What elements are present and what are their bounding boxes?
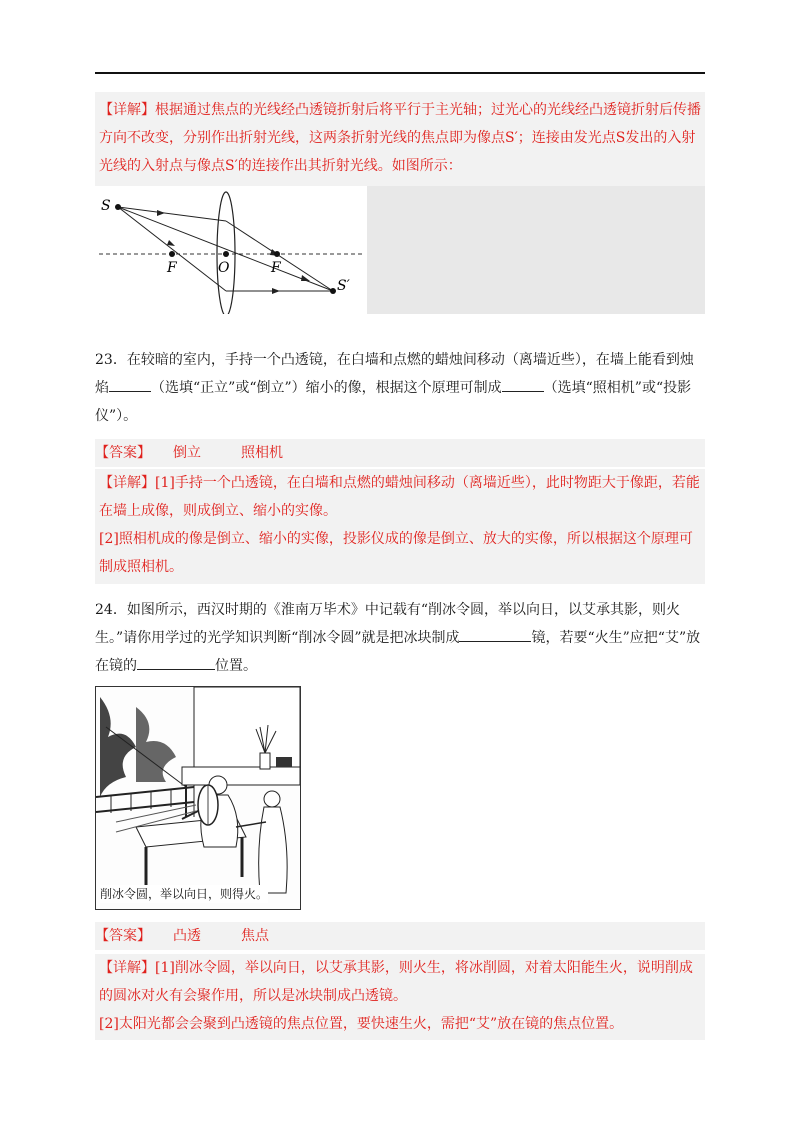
answer-2: 照相机 (241, 445, 283, 461)
point-f-right (274, 251, 280, 257)
detail-text: [2]照相机成的像是倒立、缩小的实像，投影仪成的像是倒立、放大的实像，所以根据这个原理可制成照相机。 (99, 531, 693, 575)
woodcut-illustration (95, 686, 301, 910)
detail-label: 【详解】 (99, 475, 155, 491)
answer-blank (109, 377, 151, 392)
detail-text: [2]太阳光都会会聚到凸透镜的焦点位置，要快速生火，需把“艾”放在镜的焦点位置。 (99, 1016, 624, 1032)
point-o (223, 251, 229, 257)
answer-blank (137, 655, 215, 670)
question-23 (95, 346, 705, 430)
detail-paragraph-2 (95, 525, 705, 581)
detail-text: [1]手持一个凸透镜，在白墙和点燃的蜡烛间移动（离墙近些），此时物距大于像距，若能在墙上成像，则成倒立、缩小的实像。 (99, 475, 700, 519)
label-f-right: F (271, 260, 281, 276)
header-rule (95, 72, 705, 74)
label-o: O (218, 260, 230, 276)
answer-label: 【答案】 (95, 445, 151, 461)
detail-text: [1]削冰令圆，举以向日，以艾承其影，则火生，将冰削圆，对着太阳能生火，说明削成的圆冰对火有会聚作用，所以是冰块制成凸透镜。 (99, 960, 693, 1004)
answer-blank (502, 377, 544, 392)
lens-diagram (95, 186, 367, 314)
answer-1: 倒立 (173, 445, 201, 461)
label-s-prime: S′ (337, 278, 350, 294)
question-text: 镜，若要“火生”应把“艾”放在镜的 (95, 630, 701, 674)
illustration-drawing (96, 687, 300, 909)
detail-block-24 (95, 954, 705, 1040)
question-number: 24． (95, 602, 127, 618)
question-text: 位置。 (215, 658, 257, 674)
answer-label: 【答案】 (95, 928, 151, 944)
question-number: 23． (95, 352, 127, 368)
image-caption: 削冰令圆，举以向日，则得火。 (100, 887, 269, 901)
detail-label: 【详解】 (99, 960, 155, 976)
detail-paragraph (95, 92, 705, 180)
question-24 (95, 596, 705, 680)
point-f-left (169, 251, 175, 257)
detail-block-23 (95, 469, 705, 584)
question-text: （选填“照相机”或“投影仪”）。 (95, 380, 692, 424)
lens-diagram-panel (367, 186, 705, 314)
question-text: 如图所示，西汉时期的《淮南万毕术》中记载有“削冰令圆，举以向日，以艾承其影，则火生。”请你用学过的光学知识判断“削冰令圆”就是把冰块制成 (95, 602, 680, 646)
answer-1: 凸透 (173, 928, 201, 944)
detail-paragraph-2 (95, 1010, 705, 1038)
detail-paragraph-1 (95, 469, 705, 525)
answer-blank (459, 627, 531, 642)
answer-2: 焦点 (241, 928, 269, 944)
detail-paragraph-1 (95, 954, 705, 1010)
answer-row-24 (95, 922, 705, 950)
point-s-prime (330, 288, 336, 294)
label-f-left: F (167, 260, 177, 276)
question-text: （选填“正立”或“倒立”）缩小的像，根据这个原理可制成 (151, 380, 502, 396)
detail-text: 根据通过焦点的光线经凸透镜折射后将平行于主光轴；过光心的光线经凸透镜折射后传播方向不改变，分别作出折射光线，这两条折射光线的焦点即为像点S′；连接由发光点S发出的入射光线的入射点与像点S′的连接作出其折射光线。如图所示： (99, 102, 701, 174)
question-text: 在较暗的室内，手持一个凸透镜，在白墙和点燃的蜡烛间移动（离墙近些），在墙上能看到烛焰 (95, 352, 694, 396)
detail-label: 【详解】 (99, 102, 155, 118)
answer-row-23 (95, 439, 705, 467)
label-s: S (101, 198, 111, 214)
point-s (115, 204, 121, 210)
